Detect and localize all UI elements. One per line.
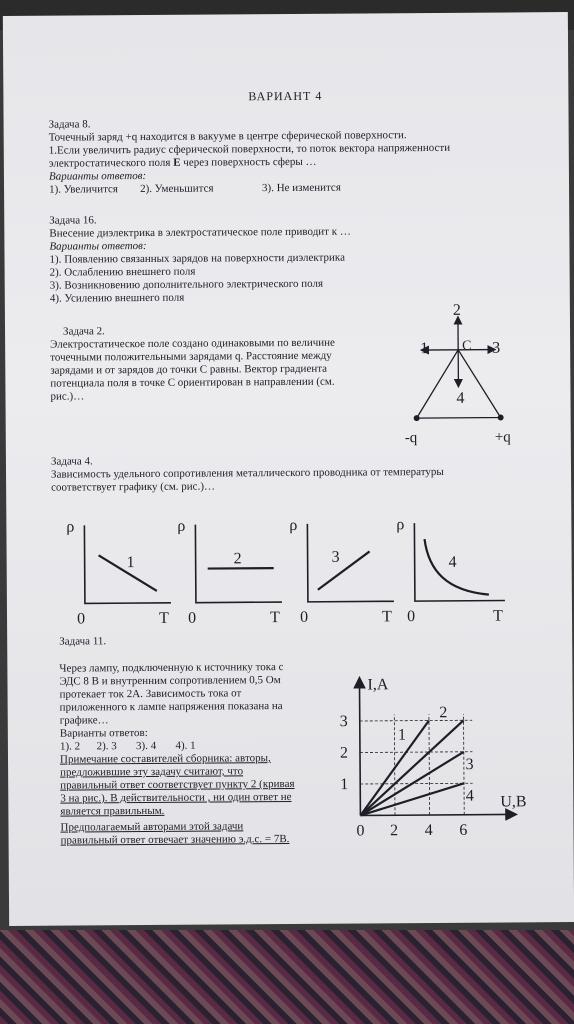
task11-line4: приложенного к лампе напряжения показана на — [59, 700, 283, 714]
graph1-curve-label: 1 — [126, 554, 135, 572]
task4-title: Задача 4. — [50, 455, 93, 468]
task11-options: 1). 2 2). 3 3). 4 4). 1 — [59, 739, 196, 753]
task11-note-3: правильный ответ соответствует пункту 2 (кривая — [60, 777, 295, 792]
iv-series-line-2 — [360, 720, 464, 815]
task16-option-3: 3). Возникновению дополнительного электрического поля — [49, 277, 324, 292]
task8-title: Задача 8. — [48, 118, 91, 131]
iv-hgrid-line — [360, 783, 472, 784]
task11-note-7: правильный ответ отвечает значению э.д.с. = 7В. — [60, 833, 290, 847]
iv-xlabel: U,B — [500, 793, 527, 811]
task8-line2: 1.Если увеличить радиус сферической поверхности, то поток вектора напряженности — [48, 141, 451, 157]
task16-line1: Внесение диэлектрика в электростатическое поле приводит к … — [49, 225, 351, 240]
graph3-origin: 0 — [299, 608, 309, 626]
iv-ytick-label: 2 — [339, 744, 349, 762]
charge-label-left: -q — [404, 430, 418, 447]
charges-figure — [390, 294, 526, 445]
task11-line3: протекает ток 2А. Зависимость тока от — [59, 687, 242, 701]
task8-line1: Точечный заряд +q находится в вакууме в центре сферической поверхности. — [48, 129, 407, 144]
direction-label-4: 4 — [456, 389, 465, 407]
graph4-xlabel: T — [492, 607, 503, 625]
graph2-xlabel: T — [269, 609, 280, 627]
direction-label-3: 3 — [492, 339, 501, 357]
task11-line2: ЭДС 8 В и внутренним сопротивлением 0,5 Ом — [59, 674, 281, 688]
graph2-curve-label: 2 — [233, 550, 242, 568]
charge-left-dot — [414, 415, 420, 421]
iv-xtick-label: 6 — [459, 821, 468, 839]
task8-line3: электростатического поля E через поверхность сферы … — [48, 155, 317, 170]
graph3-curve — [318, 548, 370, 589]
graph1-ylabel: ρ — [66, 518, 75, 536]
iv-origin: 0 — [356, 822, 365, 840]
background-carpet — [0, 930, 574, 1024]
task2-title: Задача 2. — [62, 325, 105, 338]
iv-xtick-label: 2 — [390, 822, 399, 840]
resistivity-graph-2 — [169, 516, 290, 627]
resistivity-graph-1 — [58, 517, 179, 628]
task11-answers-label: Варианты ответов: — [59, 726, 148, 740]
task2-line2: точечными положительными зарядами q. Расстояние между — [50, 349, 332, 364]
iv-ylabel: I,A — [367, 676, 389, 694]
charge-right-dot — [498, 414, 504, 420]
graph1-xlabel: T — [158, 609, 169, 627]
graph3-xlabel: T — [381, 608, 392, 626]
variant-title: ВАРИАНТ 4 — [248, 88, 323, 104]
iv-chart — [329, 662, 530, 843]
graph4-axes — [414, 522, 505, 601]
task2-line4: потенциала поля в точке С ориентирован в направлении (см. — [50, 375, 335, 390]
task8-answers-label: Варианты ответов: — [48, 169, 147, 183]
graph4-ylabel: ρ — [396, 516, 405, 534]
iv-vgrid-line — [429, 714, 430, 815]
iv-series-label-3: 3 — [465, 756, 474, 774]
task2-line1: Электростатическое поле создано одинаковыми по величине — [50, 336, 335, 351]
iv-xtick-label: 4 — [424, 822, 433, 840]
iv-vgrid-line — [464, 714, 465, 815]
direction-label-1: 1 — [420, 340, 429, 358]
task8-option-1: 1). Увеличится — [49, 183, 118, 196]
task11-note-1: Примечание составителей сборника: авторы, — [59, 752, 271, 766]
task11-note-5: является правильным. — [60, 804, 165, 818]
iv-y-axis — [359, 678, 360, 816]
task2-line5: рис.)… — [50, 390, 85, 403]
direction-label-2: 2 — [452, 301, 461, 319]
iv-x-axis — [360, 814, 516, 815]
task11-note-6: Предполагаемый авторами этой задачи — [60, 820, 244, 834]
paper-sheet — [3, 12, 574, 926]
point-c-label: C — [462, 338, 472, 354]
iv-vgrid-line — [394, 714, 395, 815]
task8-option-3: 3). Не изменится — [261, 181, 341, 195]
task11-line1: Через лампу, подключенную к источнику тока с — [59, 661, 284, 675]
iv-ytick-label: 3 — [339, 713, 348, 731]
task16-option-2: 2). Ослаблению внешнего поля — [49, 265, 196, 279]
graph3-axes — [307, 523, 394, 602]
task4-line1: Зависимость удельного сопротивления металлического проводника от температуры — [50, 465, 444, 481]
task11-note-2: предложившие эту задачу считают, что — [60, 765, 244, 779]
task4-line2: соответствует графику (см. рис.)… — [51, 480, 216, 494]
task11-line5: графике… — [59, 714, 109, 727]
iv-series-label-1: 1 — [397, 726, 406, 744]
task8-option-2: 2). Уменьшится — [139, 182, 214, 196]
graph1-origin: 0 — [76, 610, 86, 628]
task16-answers-label: Варианты ответов: — [49, 239, 147, 253]
task16-title: Задача 16. — [49, 214, 97, 227]
graph2-ylabel: ρ — [177, 517, 186, 535]
iv-series-line-4 — [360, 783, 464, 815]
task11-title: Задача 11. — [59, 635, 107, 648]
graph2-origin: 0 — [187, 609, 197, 627]
iv-series-label-2: 2 — [439, 704, 448, 722]
iv-hgrid-line — [360, 752, 472, 753]
graph3-curve-label: 3 — [331, 548, 340, 566]
task16-option-4: 4). Усилению внешнего поля — [49, 291, 185, 305]
task11-note-4: 3 на рис.). В действительности , ни один ответ не — [60, 790, 292, 805]
task2-line3: зарядами и от зарядов до точки С равны. Вектор градиента — [50, 362, 328, 377]
resistivity-graph-4 — [388, 514, 514, 625]
task16-option-1: 1). Появлению связанных зарядов на поверхности диэлектрика — [49, 251, 346, 266]
vector-e-symbol: E — [173, 156, 181, 169]
graph4-curve-label: 4 — [448, 553, 457, 571]
iv-ytick-label: 1 — [340, 776, 349, 794]
iv-hgrid-line — [360, 720, 472, 721]
graph3-ylabel: ρ — [289, 516, 298, 534]
resistivity-graph-3 — [281, 515, 405, 626]
iv-series-label-4: 4 — [465, 787, 474, 805]
graph4-origin: 0 — [406, 608, 416, 626]
charge-label-right: +q — [494, 429, 511, 446]
